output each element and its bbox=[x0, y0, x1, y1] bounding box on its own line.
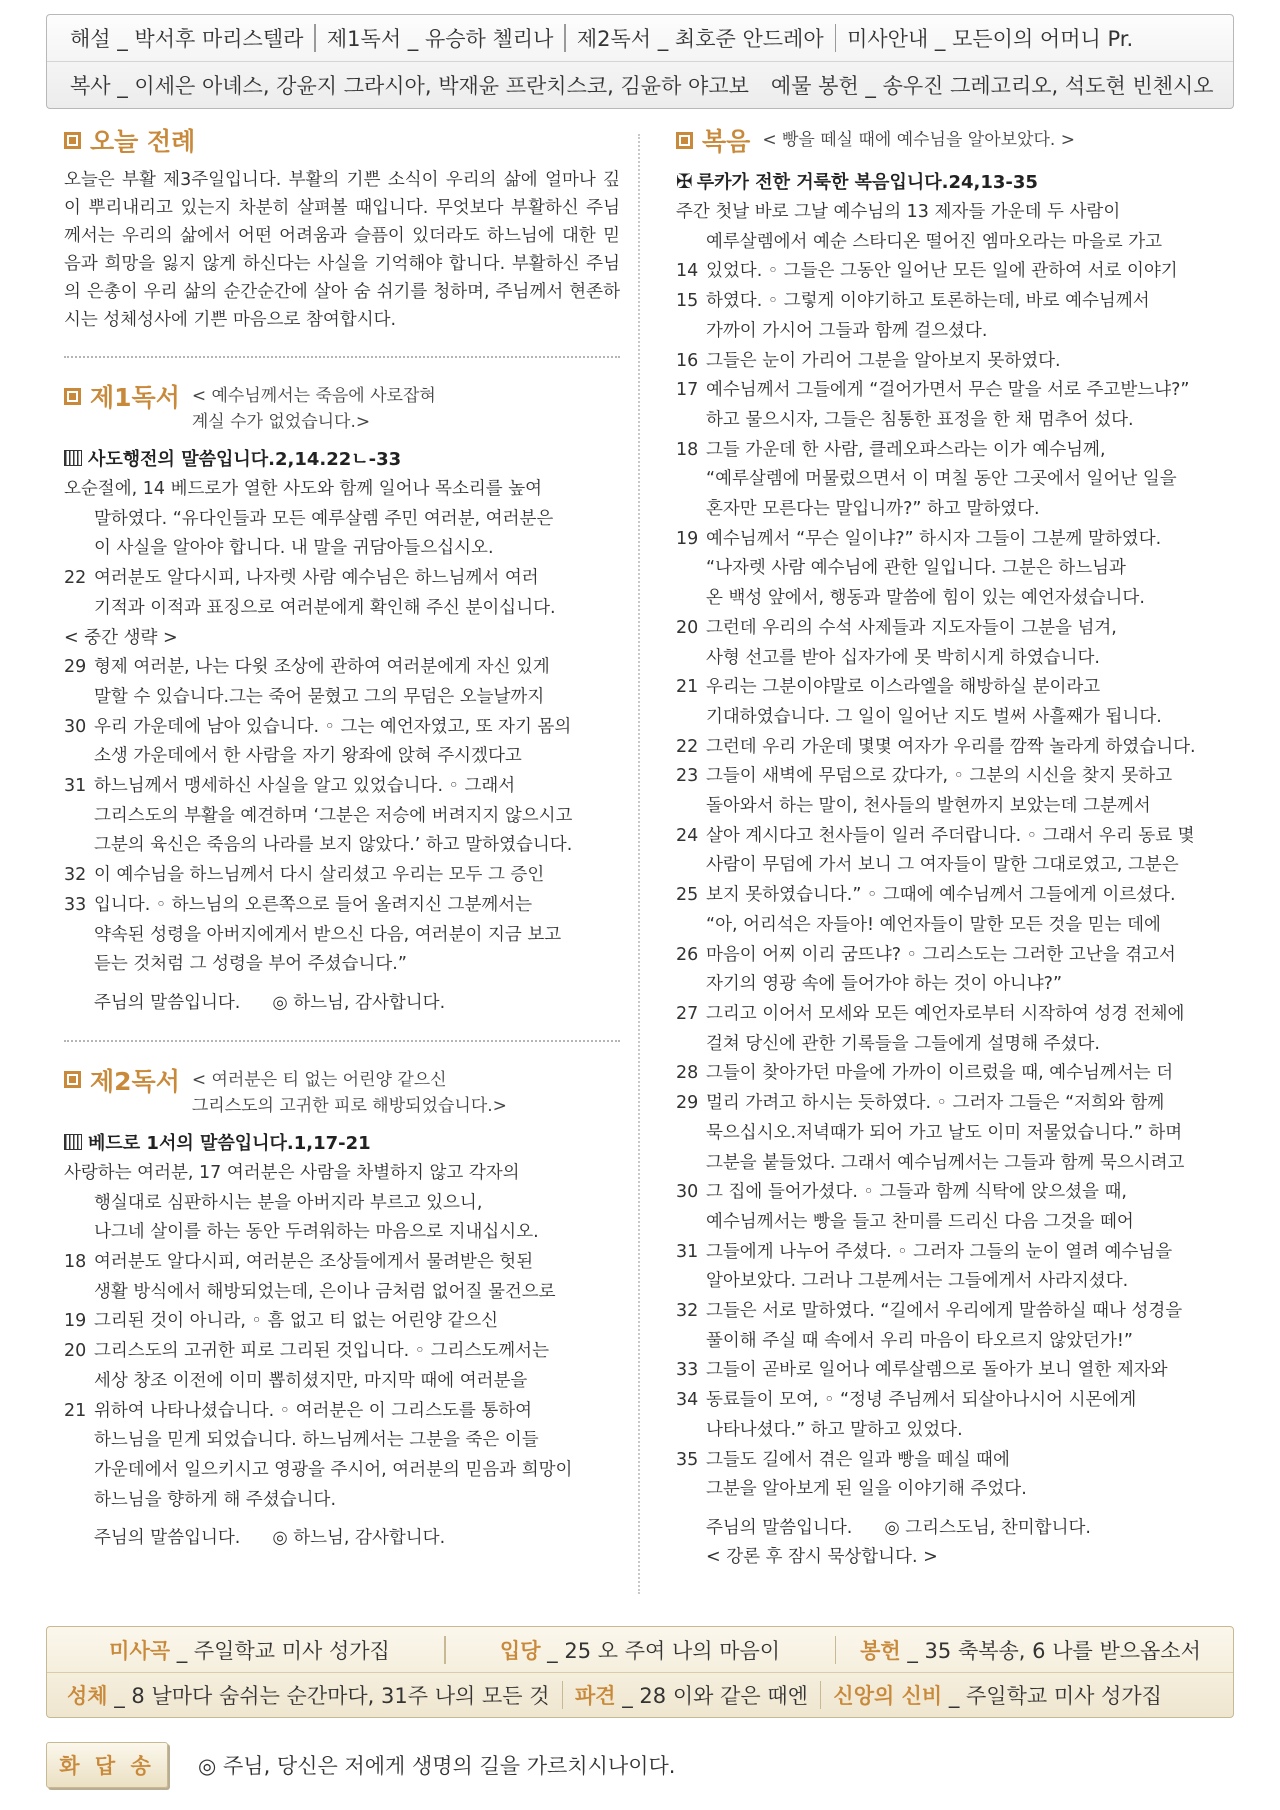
verse-line bbox=[676, 1416, 1246, 1446]
response-call: 주님의 말씀입니다. bbox=[94, 1528, 241, 1549]
verse-text: 걸쳐 당신에 관한 기록들을 그들에게 설명해 주셨다. bbox=[706, 1033, 1100, 1054]
verse-line bbox=[676, 465, 1246, 495]
gospel-source: ✠ 루카가 전한 거룩한 복음입니다.24,13-35 bbox=[676, 169, 1038, 193]
verse-text: “나자렛 사람 예수님에 관한 일입니다. 그분은 하느님과 bbox=[706, 558, 1126, 579]
verse-line bbox=[676, 554, 1246, 584]
verse-number bbox=[64, 1426, 94, 1456]
verse-number bbox=[64, 802, 94, 832]
verse-line bbox=[676, 941, 1246, 971]
verse-number: 21 bbox=[64, 1400, 87, 1421]
roles-row-2 bbox=[47, 61, 1233, 107]
response-answer: ◎ 하느님, 감사합니다. bbox=[272, 1528, 446, 1549]
section-title: 제2독서 bbox=[90, 1066, 180, 1096]
verse-number bbox=[676, 851, 706, 881]
verse-number bbox=[676, 703, 706, 733]
gospel-response bbox=[676, 1513, 1246, 1543]
section-title: 복음 bbox=[702, 127, 751, 156]
verse-number bbox=[676, 465, 706, 495]
omission-note bbox=[64, 624, 620, 654]
verse-number bbox=[64, 1189, 94, 1219]
verse-line bbox=[676, 822, 1246, 852]
hymn-offertory: 봉헌 _ 35 축복송, 6 나를 받으옵소서 bbox=[860, 1638, 1201, 1663]
verse-line bbox=[676, 792, 1246, 822]
verse-number bbox=[64, 1218, 94, 1248]
response-call: 주님의 말씀입니다. bbox=[706, 1517, 853, 1538]
verse-text: 보지 못하였습니다.” ◦ 그때에 예수님께서 그들에게 이르셨다. bbox=[706, 885, 1176, 906]
verse-number bbox=[676, 406, 706, 436]
verse-text: 예수님께서 그들에게 “걸어가면서 무슨 말을 서로 주고받느냐?” bbox=[706, 380, 1190, 401]
column-divider bbox=[638, 134, 640, 1594]
verse-number: 30 bbox=[676, 1182, 699, 1203]
verse-text: 마음이 어찌 이리 굼뜨냐? ◦ 그리스도는 그러한 고난을 겪고서 bbox=[706, 944, 1176, 965]
verse-text: 알아보았다. 그러나 그분께서는 그들에게서 사라지셨다. bbox=[706, 1271, 1129, 1292]
verse-text: 그들은 눈이 가리어 그분을 알아보지 못하였다. bbox=[706, 350, 1061, 371]
verse-number: 29 bbox=[676, 1093, 699, 1114]
verse-text: 사람이 무덤에 가서 보니 그 여자들이 말한 그대로였고, 그분은 bbox=[706, 855, 1179, 876]
verse-number: 33 bbox=[64, 894, 87, 915]
verse-number bbox=[64, 831, 94, 861]
verse-number bbox=[64, 742, 94, 772]
section-first-reading bbox=[64, 378, 620, 1018]
verse-line bbox=[676, 1446, 1246, 1476]
hymn-dismissal: 파견 _ 28 이와 같은 때엔 bbox=[575, 1684, 808, 1708]
verse-number bbox=[64, 1278, 94, 1308]
section-header bbox=[64, 378, 620, 435]
verse-text: 그들은 서로 말하였다. “길에서 우리에게 말씀하실 때나 성경을 bbox=[706, 1301, 1183, 1322]
verse-number bbox=[676, 1030, 706, 1060]
verse-line bbox=[64, 1159, 620, 1189]
section-subtitle: < 여러분은 티 없는 어린양 같으신 그리스도의 고귀한 피로 해방되었습니다.> bbox=[191, 1069, 507, 1116]
verse-text: 행실대로 심판하시는 분을 아버지라 부르고 있으니, bbox=[94, 1192, 483, 1213]
verse-number: 17 bbox=[676, 380, 699, 401]
verse-text: 하였다. ◦ 그렇게 이야기하고 토론하는데, 바로 예수님께서 bbox=[706, 291, 1150, 312]
verse-number bbox=[676, 792, 706, 822]
verse-number: 15 bbox=[676, 291, 699, 312]
verse-text: 생활 방식에서 해방되었는데, 은이나 금처럼 없어질 물건으로 bbox=[94, 1281, 556, 1302]
verse-line bbox=[64, 1367, 620, 1397]
verse-text: 온 백성 앞에서, 행동과 말씀에 힘이 있는 예언자셨습니다. bbox=[706, 588, 1145, 609]
verse-line bbox=[676, 970, 1246, 1000]
verse-text: 사랑하는 여러분, 17 여러분은 사람을 차별하지 않고 각자의 bbox=[64, 1162, 520, 1183]
verse-line bbox=[676, 1178, 1246, 1208]
verse-text: 동료들이 모여, ◦ “정녕 주님께서 되살아나시어 시몬에게 bbox=[706, 1390, 1137, 1411]
verse-line bbox=[64, 861, 620, 891]
verse-line bbox=[676, 317, 1246, 347]
role-offertory: 예물 봉헌 _ 송우진 그레고리오, 석도현 빈첸시오 bbox=[770, 73, 1214, 98]
verse-text: 예수님께서 “무슨 일이냐?” 하시자 그들이 그분께 말하였다. bbox=[706, 528, 1162, 549]
verse-line bbox=[64, 594, 620, 624]
verse-line bbox=[64, 475, 620, 505]
gospel-verses bbox=[676, 198, 1246, 1505]
verse-text: 형제 여러분, 나는 다윗 조상에 관하여 여러분에게 자신 있게 bbox=[94, 657, 550, 678]
verse-number: 33 bbox=[676, 1360, 699, 1381]
verse-number bbox=[64, 1486, 94, 1516]
verse-text: 가까이 가시어 그들과 함께 걸으셨다. bbox=[706, 320, 988, 341]
verse-line bbox=[676, 1356, 1246, 1386]
verse-line bbox=[64, 950, 620, 980]
verse-number: 32 bbox=[676, 1301, 699, 1322]
verse-text: 돌아와서 하는 말이, 천사들의 발현까지 보았는데 그분께서 bbox=[706, 796, 1151, 817]
verse-text: 말할 수 있습니다.그는 죽어 묻혔고 그의 무덤은 오늘날까지 bbox=[94, 686, 545, 707]
verse-number: 24 bbox=[676, 825, 699, 846]
reading-verses bbox=[64, 1159, 620, 1515]
verse-line bbox=[64, 1337, 620, 1367]
verse-text: 말하였다. “유다인들과 모든 예루살렘 주민 여러분, 여러분은 bbox=[94, 508, 554, 529]
verse-number bbox=[64, 683, 94, 713]
hymns-row-1 bbox=[47, 1627, 1233, 1672]
verse-text: 그런데 우리 가운데 몇몇 여자가 우리를 깜짝 놀라게 하였습니다. bbox=[706, 736, 1196, 757]
verse-number: 20 bbox=[64, 1341, 87, 1362]
dotted-divider bbox=[64, 1040, 620, 1042]
verse-line bbox=[676, 525, 1246, 555]
verse-number bbox=[64, 1456, 94, 1486]
verse-line bbox=[676, 673, 1246, 703]
verse-text: 자기의 영광 속에 들어가야 하는 것이 아니냐?” bbox=[706, 974, 1063, 995]
verse-text: 혼자만 모른다는 말입니까?” 하고 말하였다. bbox=[706, 499, 1040, 520]
verse-line bbox=[676, 1238, 1246, 1268]
verse-text: 하느님께서 맹세하신 사실을 알고 있었습니다. ◦ 그래서 bbox=[94, 776, 516, 797]
reading-response bbox=[64, 1523, 620, 1553]
verse-line bbox=[676, 1475, 1246, 1505]
verse-text: 예루살렘에서 예순 스타디온 떨어진 엠마오라는 마을로 가고 bbox=[706, 231, 1162, 252]
liturgy-text: 오늘은 부활 제3주일입니다. 부활의 기쁜 소식이 우리의 삶에 얼마나 깊이 뿌리내리고 있는지 차분히 살펴볼 때입니다. 무엇보다 부활하신 주님께서는 우리의 삶에서 어떤 어려움과 슬픔이 있더라도 하느님에 대한 믿음과 희망을 잃지 않게 하신다는 사실을 기억해야 합니다. 부활하신 주님의 은총이 우리 삶의 순간순간에 살아 숨 쉬기를 청하며, 주님께서 현존하시는 성체성사에 기쁜 마음으로 참여합시다. bbox=[64, 170, 620, 330]
roles-row-1 bbox=[47, 15, 1233, 61]
verse-text: 소생 가운데에서 한 사람을 자기 왕좌에 앉혀 주시겠다고 bbox=[94, 746, 522, 767]
section-header bbox=[64, 122, 620, 158]
square-bullet-icon bbox=[64, 388, 81, 405]
verse-text: 그들이 새벽에 무덤으로 갔다가, ◦ 그분의 시신을 찾지 못하고 bbox=[706, 766, 1173, 787]
verse-line bbox=[676, 911, 1246, 941]
verse-text: 세상 창조 이전에 이미 뽑히셨지만, 마지막 때에 여러분을 bbox=[94, 1370, 528, 1391]
book-icon bbox=[64, 1134, 82, 1150]
verse-line bbox=[676, 347, 1246, 377]
verse-text: 그 집에 들어가셨다. ◦ 그들과 함께 식탁에 앉으셨을 때, bbox=[706, 1182, 1127, 1203]
verse-number: 19 bbox=[676, 528, 699, 549]
verse-line bbox=[64, 1486, 620, 1516]
verse-line bbox=[64, 713, 620, 743]
verse-text: 가운데에서 일으키시고 영광을 주시어, 여러분의 믿음과 희망이 bbox=[94, 1459, 573, 1480]
verse-text: 우리는 그분이야말로 이스라엘을 해방하실 분이라고 bbox=[706, 677, 1101, 698]
verse-number bbox=[676, 1149, 706, 1179]
verse-text: 그들에게 나누어 주셨다. ◦ 그러자 그들의 눈이 열려 예수님을 bbox=[706, 1241, 1173, 1262]
section-header bbox=[676, 122, 1246, 158]
homily-note: < 강론 후 잠시 묵상합니다. > bbox=[706, 1546, 938, 1567]
verse-text: 그리스도의 부활을 예견하며 ‘그분은 저승에 버려지지 않으시고 bbox=[94, 805, 573, 826]
verse-line bbox=[64, 1426, 620, 1456]
verse-line bbox=[676, 228, 1246, 258]
verse-number: 28 bbox=[676, 1063, 699, 1084]
verse-text: 그들 가운데 한 사람, 클레오파스라는 이가 예수님께, bbox=[706, 439, 1106, 460]
role-second-reading: 제2독서 _ 최호준 안드레아 bbox=[576, 27, 824, 51]
verse-text: “예루살렘에 머물렀으면서 이 며칠 동안 그곳에서 일어난 일을 bbox=[706, 469, 1177, 490]
roles-panel bbox=[46, 14, 1234, 109]
verse-number: 31 bbox=[676, 1241, 699, 1262]
verse-text: 그들도 길에서 겪은 일과 빵을 떼실 때에 bbox=[706, 1449, 1010, 1470]
verse-text: 주간 첫날 바로 그날 예수님의 13 제자들 가운데 두 사람이 bbox=[676, 202, 1121, 222]
verse-line bbox=[64, 1189, 620, 1219]
verse-line bbox=[676, 762, 1246, 792]
verse-number bbox=[676, 584, 706, 614]
verse-line bbox=[676, 1000, 1246, 1030]
verse-text: 기적과 이적과 표징으로 여러분에게 확인해 주신 분이십니다. bbox=[94, 597, 556, 618]
verse-number bbox=[676, 1475, 706, 1505]
verse-line bbox=[676, 733, 1246, 763]
verse-line bbox=[64, 1307, 620, 1337]
hymns-panel bbox=[46, 1626, 1234, 1718]
verse-text: 그들이 곧바로 일어나 예루살렘으로 돌아가 보니 열한 제자와 bbox=[706, 1360, 1168, 1381]
verse-number bbox=[676, 228, 706, 258]
verse-text: < 중간 생략 > bbox=[64, 627, 178, 648]
verse-line bbox=[64, 742, 620, 772]
verse-line bbox=[64, 653, 620, 683]
cross-icon: ✠ bbox=[676, 169, 693, 193]
section-subtitle: < 예수님께서는 죽음에 사로잡혀 계실 수가 없었습니다.> bbox=[191, 386, 436, 432]
verse-line bbox=[676, 584, 1246, 614]
square-bullet-icon bbox=[676, 132, 693, 149]
hymn-mystery-of-faith: 신앙의 신비 _ 주일학교 미사 성가집 bbox=[833, 1684, 1162, 1708]
verse-number: 22 bbox=[676, 736, 699, 757]
verse-line bbox=[64, 1278, 620, 1308]
book-icon bbox=[64, 450, 82, 466]
verse-line bbox=[64, 1397, 620, 1427]
verse-line bbox=[64, 683, 620, 713]
verse-number: 18 bbox=[64, 1252, 87, 1273]
verse-line bbox=[676, 644, 1246, 674]
verse-text: “아, 어리석은 자들아! 예언자들이 말한 모든 것을 믿는 데에 bbox=[706, 914, 1161, 935]
verse-line bbox=[64, 534, 620, 564]
role-altar-servers: 복사 _ 이세은 아녜스, 강윤지 그라시아, 박재윤 프란치스코, 김윤하 야고보 bbox=[70, 73, 749, 98]
verse-number bbox=[676, 495, 706, 525]
verse-number bbox=[676, 1267, 706, 1297]
verse-line bbox=[676, 1119, 1246, 1149]
verse-line bbox=[64, 802, 620, 832]
verse-number: 27 bbox=[676, 1003, 699, 1024]
verse-line bbox=[676, 376, 1246, 406]
verse-number bbox=[676, 1119, 706, 1149]
verse-line bbox=[676, 881, 1246, 911]
verse-line bbox=[676, 1267, 1246, 1297]
verse-text: 하고 물으시자, 그들은 침통한 표정을 한 채 멈추어 섰다. bbox=[706, 409, 1134, 430]
verse-line bbox=[64, 1248, 620, 1278]
verse-number: 32 bbox=[64, 865, 87, 886]
verse-line bbox=[64, 772, 620, 802]
verse-line bbox=[64, 505, 620, 535]
role-mass-guide: 미사안내 _ 모든이의 어머니 Pr. bbox=[847, 27, 1134, 51]
verse-line bbox=[676, 1089, 1246, 1119]
verse-number: 31 bbox=[64, 776, 87, 797]
verse-number bbox=[676, 1327, 706, 1357]
verse-text: 그들이 찾아가던 마을에 가까이 이르렀을 때, 예수님께서는 더 bbox=[706, 1063, 1174, 1084]
verse-text: 그분을 붙들었다. 그래서 예수님께서는 그들과 함께 묵으시려고 bbox=[706, 1152, 1185, 1173]
verse-text: 사형 선고를 받아 십자가에 못 박히시게 하였습니다. bbox=[706, 647, 1100, 668]
response-call: 주님의 말씀입니다. bbox=[94, 992, 241, 1013]
section-second-reading bbox=[64, 1062, 620, 1553]
verse-text: 입니다. ◦ 하느님의 오른쪽으로 들어 올려지신 그분께서는 bbox=[94, 894, 533, 915]
verse-line bbox=[64, 831, 620, 861]
verse-number: 30 bbox=[64, 716, 87, 737]
verse-line bbox=[676, 1327, 1246, 1357]
verse-text: 우리 가운데에 남아 있습니다. ◦ 그는 예언자였고, 또 자기 몸의 bbox=[94, 716, 572, 737]
square-bullet-icon bbox=[64, 132, 81, 149]
reading-verses bbox=[64, 475, 620, 980]
verse-line bbox=[676, 436, 1246, 466]
section-gospel bbox=[676, 122, 1246, 1571]
role-first-reading: 제1독서 _ 유승하 첼리나 bbox=[326, 27, 554, 51]
responsorial-psalm bbox=[46, 1742, 675, 1788]
verse-line bbox=[676, 1297, 1246, 1327]
reading-response bbox=[64, 988, 620, 1018]
verse-number bbox=[64, 594, 94, 624]
verse-text: 그리된 것이 아니라, ◦ 흠 없고 티 없는 어린양 같으신 bbox=[94, 1311, 499, 1332]
verse-line bbox=[676, 851, 1246, 881]
role-commentator: 해설 _ 박서후 마리스텔라 bbox=[70, 27, 304, 51]
reading-source: 베드로 1서의 말씀입니다.1,17-21 bbox=[64, 1127, 620, 1157]
hymn-entrance: 입당 _ 25 오 주여 나의 마음이 bbox=[499, 1638, 781, 1663]
verse-text: 약속된 성령을 아버지에게서 받으신 다음, 여러분이 지금 보고 bbox=[94, 924, 562, 945]
verse-line bbox=[676, 287, 1246, 317]
section-header bbox=[64, 1062, 620, 1119]
verse-line bbox=[676, 257, 1246, 287]
verse-line bbox=[64, 564, 620, 594]
verse-line bbox=[676, 406, 1246, 436]
verse-line bbox=[676, 1149, 1246, 1179]
hymns-row-2 bbox=[47, 1672, 1233, 1717]
verse-text: 그리고 이어서 모세와 모든 예언자로부터 시작하여 성경 전체에 bbox=[706, 1003, 1185, 1024]
verse-number: 34 bbox=[676, 1390, 699, 1411]
section-title: 오늘 전례 bbox=[90, 127, 196, 156]
section-liturgy bbox=[64, 122, 620, 334]
verse-number bbox=[676, 554, 706, 584]
verse-number: 26 bbox=[676, 944, 699, 965]
verse-number: 35 bbox=[676, 1449, 699, 1470]
verse-number bbox=[64, 950, 94, 980]
verse-number bbox=[676, 970, 706, 1000]
verse-number bbox=[64, 921, 94, 951]
verse-line bbox=[676, 614, 1246, 644]
verse-text: 기대하였습니다. 그 일이 일어난 지도 벌써 사흘째가 됩니다. bbox=[706, 706, 1162, 727]
verse-text: 예수님께서는 빵을 들고 찬미를 드리신 다음 그것을 떼어 bbox=[706, 1211, 1134, 1232]
verse-number bbox=[676, 317, 706, 347]
verse-text: 묵으십시오.저녁때가 되어 가고 날도 이미 저물었습니다.” 하며 bbox=[706, 1122, 1183, 1143]
verse-text: 오순절에, 14 베드로가 열한 사도와 함께 일어나 목소리를 높여 bbox=[64, 479, 543, 499]
response-answer: ◎ 하느님, 감사합니다. bbox=[272, 992, 446, 1013]
verse-number: 20 bbox=[676, 617, 699, 638]
right-column bbox=[676, 122, 1246, 1571]
verse-line bbox=[676, 198, 1246, 228]
verse-number: 18 bbox=[676, 439, 699, 460]
verse-line bbox=[676, 1030, 1246, 1060]
verse-number bbox=[676, 911, 706, 941]
verse-line bbox=[64, 1218, 620, 1248]
verse-text: 나타나셨다.” 하고 말하고 있었다. bbox=[706, 1419, 963, 1440]
verse-line bbox=[676, 703, 1246, 733]
verse-line bbox=[64, 891, 620, 921]
verse-text: 그분을 알아보게 된 일을 이야기해 주었다. bbox=[706, 1479, 1027, 1500]
verse-number: 22 bbox=[64, 568, 87, 589]
verse-number: 23 bbox=[676, 766, 699, 787]
verse-line bbox=[676, 1208, 1246, 1238]
verse-line bbox=[64, 921, 620, 951]
verse-text: 멀리 가려고 하시는 듯하였다. ◦ 그러자 그들은 “저희와 함께 bbox=[706, 1093, 1165, 1114]
left-column bbox=[64, 122, 620, 1553]
verse-number bbox=[64, 534, 94, 564]
verse-text: 여러분도 알다시피, 여러분은 조상들에게서 물려받은 헛된 bbox=[94, 1252, 534, 1273]
verse-number bbox=[64, 505, 94, 535]
hymn-communion: 성체 _ 8 날마다 숨쉬는 순간마다, 31주 나의 모든 것 bbox=[67, 1684, 550, 1708]
verse-number: 29 bbox=[64, 657, 87, 678]
verse-line bbox=[676, 1059, 1246, 1089]
verse-line bbox=[64, 1456, 620, 1486]
verse-text: 이 사실을 알아야 합니다. 내 말을 귀담아들으십시오. bbox=[94, 538, 494, 559]
verse-line bbox=[676, 495, 1246, 525]
psalm-text: ◎ 주님, 당신은 저에게 생명의 길을 가르치시나이다. bbox=[198, 1754, 676, 1778]
verse-text: 나그네 살이를 하는 동안 두려워하는 마음으로 지내십시오. bbox=[94, 1222, 539, 1243]
verse-number bbox=[64, 1367, 94, 1397]
verse-number bbox=[676, 1208, 706, 1238]
verse-text: 그리스도의 고귀한 피로 그리된 것입니다. ◦ 그리스도께서는 bbox=[94, 1341, 549, 1362]
verse-number bbox=[676, 644, 706, 674]
dotted-divider bbox=[64, 356, 620, 358]
verse-text: 그런데 우리의 수석 사제들과 지도자들이 그분을 넘겨, bbox=[706, 617, 1117, 638]
verse-line bbox=[676, 1386, 1246, 1416]
verse-number: 16 bbox=[676, 350, 699, 371]
verse-number bbox=[676, 1416, 706, 1446]
response-answer: ◎ 그리스도님, 찬미합니다. bbox=[884, 1517, 1091, 1538]
verse-text: 위하여 나타나셨습니다. ◦ 여러분은 이 그리스도를 통하여 bbox=[94, 1400, 533, 1421]
verse-text: 살아 계시다고 천사들이 일러 주더랍니다. ◦ 그래서 우리 동료 몇 bbox=[706, 825, 1195, 846]
verse-number: 19 bbox=[64, 1311, 87, 1332]
psalm-label: 화 답 송 bbox=[46, 1742, 168, 1788]
verse-text: 있었다. ◦ 그들은 그동안 일어난 모든 일에 관하여 서로 이야기 bbox=[706, 261, 1178, 282]
verse-number: 14 bbox=[676, 261, 699, 282]
verse-text: 하느님을 향하게 해 주셨습니다. bbox=[94, 1489, 337, 1510]
verse-text: 듣는 것처럼 그 성령을 부어 주셨습니다.” bbox=[94, 954, 407, 975]
verse-text: 여러분도 알다시피, 나자렛 사람 예수님은 하느님께서 여러 bbox=[94, 568, 539, 589]
verse-text: 하느님을 믿게 되었습니다. 하느님께서는 그분을 죽은 이들 bbox=[94, 1430, 539, 1451]
section-title: 제1독서 bbox=[90, 383, 180, 412]
verse-text: 풀이해 주실 때 속에서 우리 마음이 타오르지 않았던가!” bbox=[706, 1330, 1133, 1351]
verse-number: 21 bbox=[676, 677, 699, 698]
reading-source: 사도행전의 말씀입니다.2,14.22ㄴ-33 bbox=[64, 443, 620, 473]
hymn-mass-setting: 미사곡 _ 주일학교 미사 성가집 bbox=[109, 1638, 390, 1663]
verse-text: 그분의 육신은 죽음의 나라를 보지 않았다.’ 하고 말하였습니다. bbox=[94, 835, 573, 856]
section-subtitle: < 빵을 떼실 때에 예수님을 알아보았다. > bbox=[762, 130, 1075, 150]
verse-text: 이 예수님을 하느님께서 다시 살리셨고 우리는 모두 그 증인 bbox=[94, 865, 545, 886]
verse-number: 25 bbox=[676, 885, 699, 906]
square-bullet-icon bbox=[64, 1071, 81, 1088]
